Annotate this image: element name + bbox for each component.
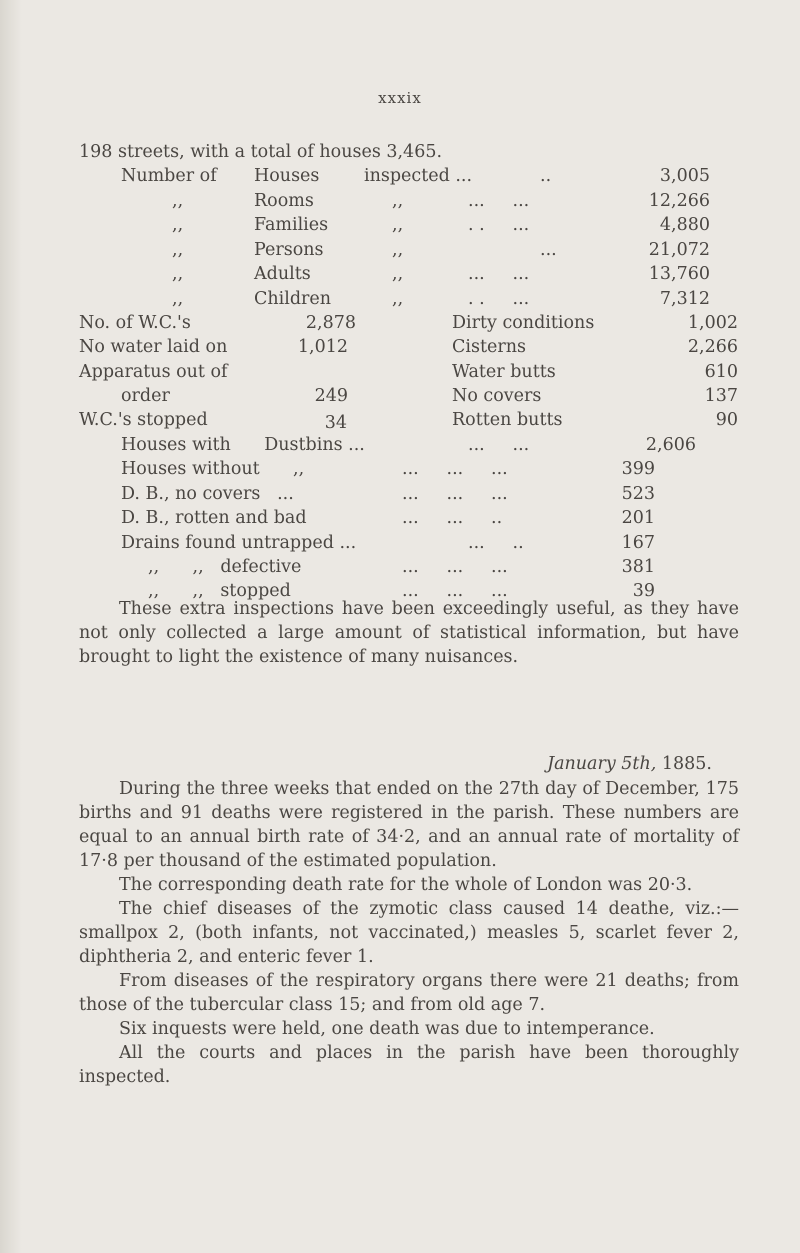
row-prefix: ,, xyxy=(172,289,184,309)
row-dots: ... ... ... xyxy=(402,557,508,577)
row-value: 2,606 xyxy=(645,435,696,455)
row-dots: ... ... ... xyxy=(402,581,508,601)
date-text: January 5th, xyxy=(547,754,657,774)
left-value: 249 xyxy=(314,386,348,406)
paragraph-text: The corresponding death rate for the whole of London was 20·3. xyxy=(119,875,693,895)
row-mark: inspected ... xyxy=(364,166,473,186)
row-label: Families xyxy=(254,215,329,235)
report-body xyxy=(79,777,739,1089)
right-value: 137 xyxy=(704,386,738,406)
row-prefix: Number of xyxy=(121,166,217,186)
row-label: Adults xyxy=(254,264,311,284)
row-dots: . . ... xyxy=(468,289,530,309)
row-value: 167 xyxy=(621,533,655,553)
row-value: 7,312 xyxy=(659,289,710,309)
left-label: No water laid on xyxy=(79,337,228,357)
row-mark: ,, xyxy=(392,215,404,235)
left-value: 2,878 xyxy=(305,313,356,333)
paragraph-text: From diseases of the respiratory organs there were 21 deaths; from those of the tubercular class 15; and from old age 7. xyxy=(79,971,739,1015)
row-prefix: ,, xyxy=(172,215,184,235)
row-label: ,, ,, stopped xyxy=(148,581,291,601)
row-label: ,, ,, defective xyxy=(148,557,302,577)
right-label: Water butts xyxy=(452,362,556,382)
right-value: 1,002 xyxy=(687,313,738,333)
row-mark: ,, xyxy=(392,240,404,260)
row-dots: ... ... ... xyxy=(402,484,508,504)
row-prefix: ,, xyxy=(172,240,184,260)
row-label: Rooms xyxy=(254,191,314,211)
row-mark: ,, xyxy=(392,191,404,211)
right-value: 90 xyxy=(715,410,738,430)
row-value: 381 xyxy=(621,557,655,577)
left-value: 34 xyxy=(324,413,347,433)
right-label: No covers xyxy=(452,386,542,406)
row-label: Persons xyxy=(254,240,324,260)
row-dots: . . ... xyxy=(468,215,530,235)
row-label: Children xyxy=(254,289,332,309)
row-dots: ... ... xyxy=(468,435,530,455)
right-value: 610 xyxy=(704,362,738,382)
right-label: Cisterns xyxy=(452,337,526,357)
row-dots: ... ... ... xyxy=(402,459,508,479)
paragraph-text: The chief diseases of the zymotic class caused 14 deathe, viz.:—smallpox 2, (both infants, not vaccinated,) measles 5, scarlet fever 2, diphtheria 2, and enteric fever 1. xyxy=(79,899,739,967)
row-value: 4,880 xyxy=(659,215,710,235)
row-dots: .. xyxy=(540,166,552,186)
row-dots: ... ... xyxy=(468,191,530,211)
left-value: 1,012 xyxy=(297,337,348,357)
report-date xyxy=(0,754,712,774)
right-value: 2,266 xyxy=(687,337,738,357)
row-value: 399 xyxy=(621,459,655,479)
row-value: 13,760 xyxy=(648,264,710,284)
paragraph-text: Six inquests were held, one death was due to intemperance. xyxy=(119,1019,655,1039)
page-number: xxxix xyxy=(378,89,422,107)
row-dots: ... xyxy=(540,240,557,260)
row-mark: ,, xyxy=(392,264,404,284)
row-value: 201 xyxy=(621,508,655,528)
row-label: Houses xyxy=(254,166,320,186)
row-dots: ... ... .. xyxy=(402,508,503,528)
row-value: 3,005 xyxy=(659,166,710,186)
left-label: No. of W.C.'s xyxy=(79,313,191,333)
row-label: D. B., no covers ... xyxy=(121,484,294,504)
left-label: Apparatus out of xyxy=(79,362,228,382)
row-dots: ... ... xyxy=(468,264,530,284)
page-edge-shadow xyxy=(0,0,22,1253)
left-label: W.C.'s stopped xyxy=(79,410,208,430)
paragraph-inspections xyxy=(79,597,739,669)
row-label: Houses with Dustbins ... xyxy=(121,435,365,455)
row-prefix: ,, xyxy=(172,191,184,211)
row-label: Drains found untrapped ... xyxy=(121,533,357,553)
row-value: 523 xyxy=(621,484,655,504)
paragraph-text: All the courts and places in the parish have been thoroughly inspected. xyxy=(79,1043,739,1087)
row-value: 21,072 xyxy=(648,240,710,260)
row-value: 39 xyxy=(632,581,655,601)
right-label: Dirty conditions xyxy=(452,313,595,333)
row-prefix: ,, xyxy=(172,264,184,284)
row-value: 12,266 xyxy=(648,191,710,211)
left-label: order xyxy=(121,386,170,406)
paragraph-text: During the three weeks that ended on the 27th day of December, 175 births and 91 deaths were registered in the parish. These numbers are equal to an annual birth rate of 34·2, and an annual rate of mortality of 17·8 per thousand of the estimated population. xyxy=(79,779,739,871)
row-label: D. B., rotten and bad xyxy=(121,508,307,528)
row-dots: ... .. xyxy=(468,533,524,553)
paragraph-text: These extra inspections have been exceedingly useful, as they have not only collected a large amount of statistical information, but have brought to light the existence of many nuisances. xyxy=(79,599,739,667)
date-year: 1885. xyxy=(661,754,712,774)
intro-line: 198 streets, with a total of houses 3,465. xyxy=(79,142,443,162)
right-label: Rotten butts xyxy=(452,410,563,430)
row-mark: ,, xyxy=(392,289,404,309)
row-label: Houses without ,, xyxy=(121,459,305,479)
